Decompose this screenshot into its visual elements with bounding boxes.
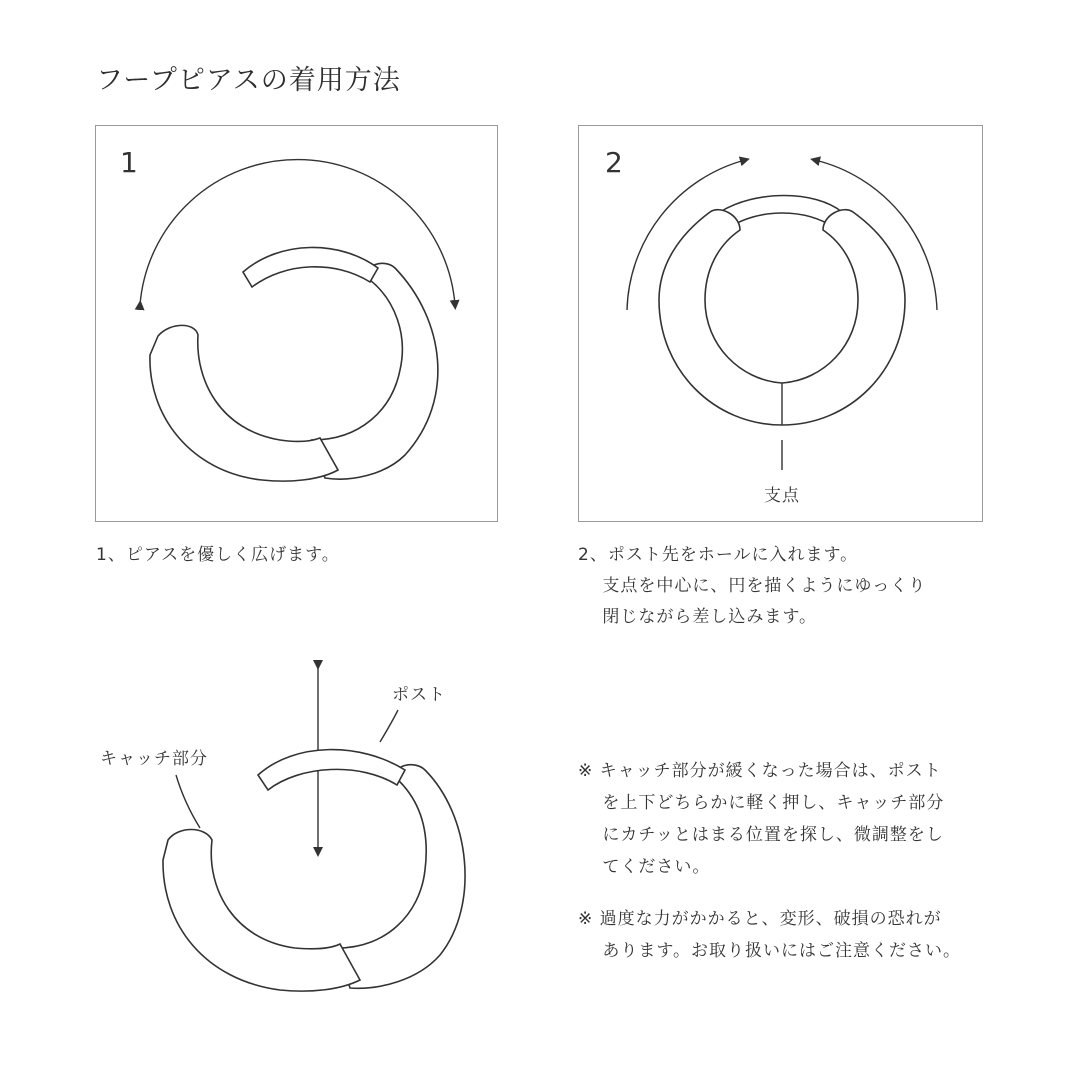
page-title: フープピアスの着用方法 [96,65,401,96]
catch-label: キャッチ部分 [100,749,208,769]
catch-hoop-left-body [163,830,360,992]
note-excess-force: ※ 過度な力がかかると、変形、破損の恐れが あります。お取り扱いにはご注意ください。 [578,909,962,961]
step1-caption: 1、ピアスを優しく広げます。 [96,545,340,565]
catch-hoop-post [258,750,405,790]
fulcrum-label: 支点 [764,486,800,506]
step1-hoop-illustration [140,160,455,482]
step1-number: 1 [120,146,138,179]
post-pointer [380,710,398,742]
hoop-post [243,247,378,287]
step2-hoop-illustration [627,160,937,470]
post-label: ポスト [392,685,446,705]
catch-pointer [176,775,200,828]
step2-caption: 2、ポスト先をホールに入れます。 支点を中心に、円を描くようにゆっくり 閉じながら差し込みます。 [578,545,927,627]
hoop-right-body [312,263,438,479]
catch-illustration [163,665,465,991]
step2-number: 2 [605,146,623,179]
catch-hoop-right-body [338,765,465,989]
hoop-left-body [150,325,338,481]
note-loose-catch: ※ キャッチ部分が緩くなった場合は、ポスト を上下どちらかに軽く押し、キャッチ部分 にカチッとはまる位置を探し、微調整をし てください。 [578,761,945,877]
